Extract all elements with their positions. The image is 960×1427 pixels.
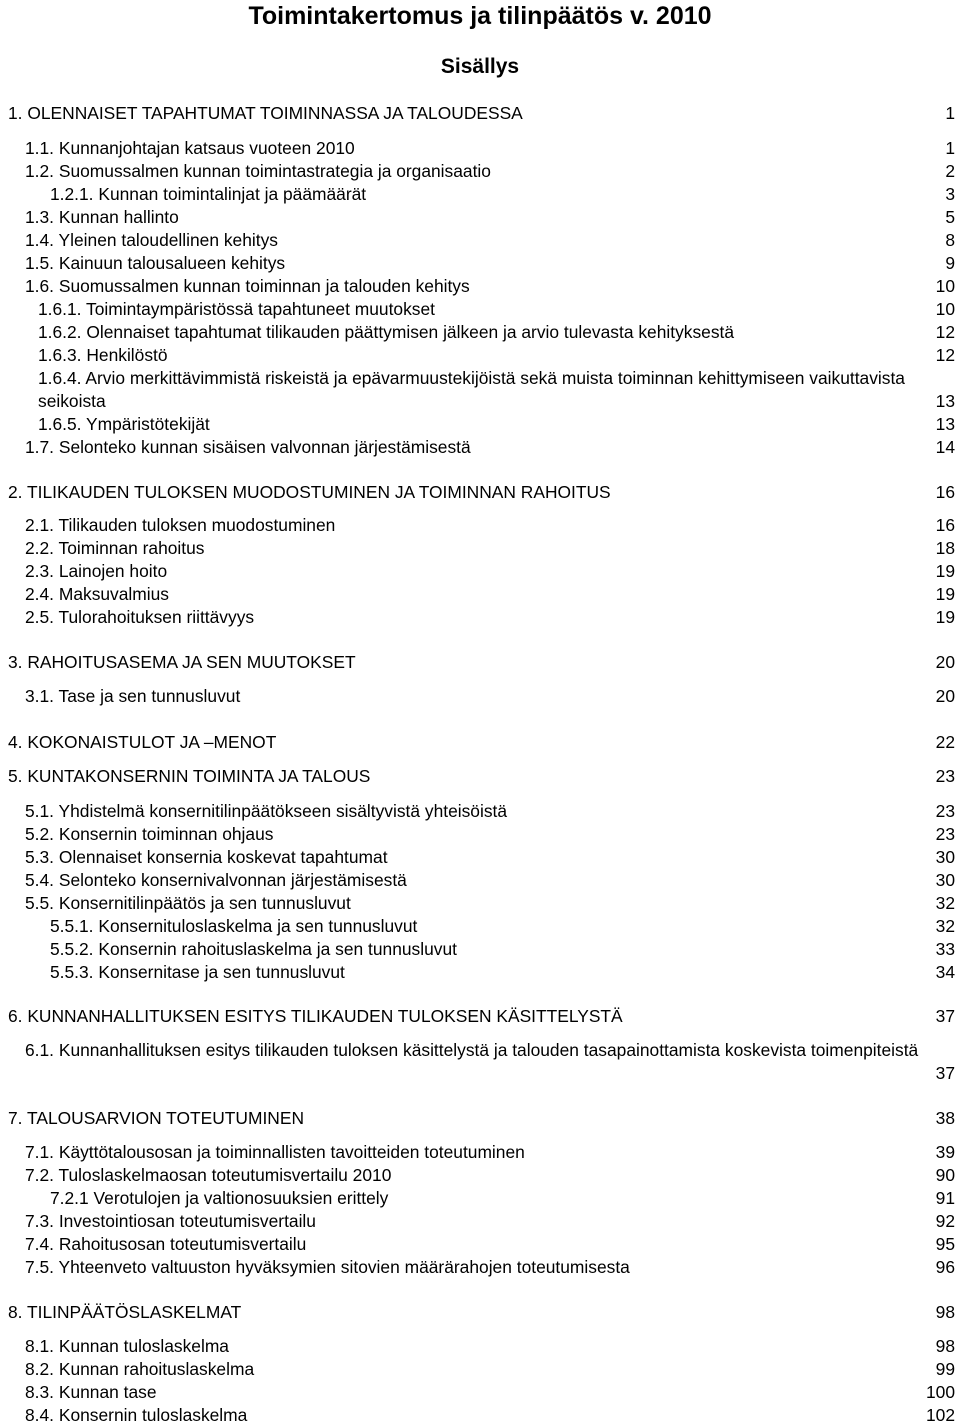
toc-entry-page-number: 37 [935, 1063, 955, 1083]
toc-entry-title: 1.2. Suomussalmen kunnan toimintastrategia ja organisaatio [25, 161, 491, 181]
toc-entry-page-number: 33 [935, 939, 955, 959]
toc-entry-page-number: 19 [935, 561, 955, 581]
toc-entry[interactable] [0, 1381, 960, 1404]
toc-entry-title: 7.2. Tuloslaskelmaosan toteutumisvertailu 2010 [25, 1165, 392, 1185]
toc-entry-page-number: 91 [935, 1188, 955, 1208]
toc-entry[interactable] [0, 275, 960, 298]
toc-entry-page-number: 13 [935, 391, 955, 411]
toc-entry[interactable] [0, 1039, 960, 1085]
toc-entry[interactable] [0, 583, 960, 606]
toc-entry-page-number: 95 [935, 1234, 955, 1254]
toc-entry[interactable] [0, 102, 960, 125]
toc-entry[interactable] [0, 1301, 960, 1324]
toc-entry-title: 5.4. Selonteko konsernivalvonnan järjestämisestä [25, 870, 407, 890]
toc-entry[interactable] [0, 1141, 960, 1164]
toc-entry-page-number: 20 [935, 652, 955, 672]
toc-entry-page-number: 10 [935, 299, 955, 319]
toc-entry-title: 1.6. Suomussalmen kunnan toiminnan ja talouden kehitys [25, 276, 470, 296]
toc-entry[interactable] [0, 1256, 960, 1279]
toc-entry-title: 1.7. Selonteko kunnan sisäisen valvonnan järjestämisestä [25, 437, 471, 457]
toc-entry-page-number: 102 [925, 1405, 955, 1425]
toc-entry-page-number: 16 [935, 482, 955, 502]
toc-entry-page-number: 98 [935, 1302, 955, 1322]
toc-entry-page-number: 12 [935, 322, 955, 342]
toc-entry[interactable] [0, 765, 960, 788]
toc-entry-title: 2.5. Tulorahoituksen riittävyys [25, 607, 255, 627]
toc-entry[interactable] [0, 137, 960, 160]
toc-entry[interactable] [0, 1210, 960, 1233]
toc-entry[interactable] [0, 344, 960, 367]
toc-entry-page-number: 30 [935, 847, 955, 867]
toc-entry-title: 2.1. Tilikauden tuloksen muodostuminen [25, 515, 336, 535]
toc-entry-title: 2. TILIKAUDEN TULOKSEN MUODOSTUMINEN JA TOIMINNAN RAHOITUS [8, 482, 611, 502]
toc-entry-page-number: 12 [935, 345, 955, 365]
toc-entry[interactable] [0, 1187, 960, 1210]
toc-entry-title: 8.3. Kunnan tase [25, 1382, 157, 1402]
toc-entry-title: 4. KOKONAISTULOT JA –MENOT [8, 732, 277, 752]
toc-entry[interactable] [0, 206, 960, 229]
toc-entry[interactable] [0, 869, 960, 892]
toc-entry[interactable] [0, 1335, 960, 1358]
toc-entry-title: 7.4. Rahoitusosan toteutumisvertailu [25, 1234, 307, 1254]
toc-entry[interactable] [0, 321, 960, 344]
toc-entry-title: 1.5. Kainuun talousalueen kehitys [25, 253, 286, 273]
toc-entry-title: 1.3. Kunnan hallinto [25, 207, 179, 227]
toc-entry-page-number: 92 [935, 1211, 955, 1231]
toc-entry-page-number: 38 [935, 1108, 955, 1128]
toc-entry[interactable] [0, 892, 960, 915]
toc-entry-title: 2.2. Toiminnan rahoitus [25, 538, 205, 558]
toc-entry[interactable] [0, 413, 960, 436]
toc-entry[interactable] [0, 1005, 960, 1028]
toc-entry-title: 2.4. Maksuvalmius [25, 584, 170, 604]
toc-entry-page-number: 96 [935, 1257, 955, 1277]
toc-entry[interactable] [0, 823, 960, 846]
toc-entry[interactable] [0, 1233, 960, 1256]
toc-entry-page-number: 13 [935, 414, 955, 434]
toc-entry[interactable] [0, 183, 960, 206]
toc-entry-page-number: 16 [935, 515, 955, 535]
toc-entry-page-number: 1 [945, 138, 955, 158]
toc-entry[interactable] [0, 938, 960, 961]
toc-entry-title: 5.1. Yhdistelmä konsernitilinpäätökseen sisältyvistä yhteisöistä [25, 801, 508, 821]
toc-entry-title: 8.4. Konsernin tuloslaskelma [25, 1405, 248, 1425]
toc-entry-title: 5.2. Konsernin toiminnan ohjaus [25, 824, 274, 844]
toc-entry-title: 5.5.3. Konsernitase ja sen tunnusluvut [50, 962, 345, 982]
toc-entry-title: 5.5.2. Konsernin rahoituslaskelma ja sen tunnusluvut [50, 939, 457, 959]
toc-entry-page-number: 19 [935, 584, 955, 604]
toc-entry-title: 5.3. Olennaiset konsernia koskevat tapahtumat [25, 847, 388, 867]
toc-entry-title: 1.6.5. Ympäristötekijät [38, 414, 210, 434]
toc-entry-page-number: 39 [935, 1142, 955, 1162]
toc-entry-page-number: 32 [935, 893, 955, 913]
toc-entry[interactable] [0, 229, 960, 252]
toc-entry-page-number: 9 [945, 253, 955, 273]
toc-entry-title: 7.5. Yhteenveto valtuuston hyväksymien sitovien määrärahojen toteutumisesta [25, 1257, 630, 1277]
toc-entry-title: 1.4. Yleinen taloudellinen kehitys [25, 230, 278, 250]
toc-entry[interactable] [0, 514, 960, 537]
toc-entry-title: 8. TILINPÄÄTÖSLASKELMAT [8, 1302, 242, 1322]
toc-entry-page-number: 99 [935, 1359, 955, 1379]
toc-entry[interactable] [0, 731, 960, 754]
toc-entry-title: 1.6.2. Olennaiset tapahtumat tilikauden päättymisen jälkeen ja arvio tulevasta kehityksestä [38, 322, 735, 342]
toc-entry[interactable] [0, 298, 960, 321]
toc-entry-page-number: 34 [935, 962, 955, 982]
toc-entry-title: 5.5.1. Konsernituloslaskelma ja sen tunnusluvut [50, 916, 418, 936]
toc-entry-title: 1.6.4. Arvio merkittävimmistä riskeistä ja epävarmuustekijöistä sekä muista toiminnan kehittymiseen vaikuttavista seikoista [38, 368, 905, 411]
toc-entry[interactable] [0, 160, 960, 183]
toc-entry[interactable] [0, 1358, 960, 1381]
toc-entry[interactable] [0, 537, 960, 560]
toc-entry-title: 6. KUNNANHALLITUKSEN ESITYS TILIKAUDEN TULOKSEN KÄSITTELYSTÄ [8, 1006, 623, 1026]
toc-entry[interactable] [0, 1107, 960, 1130]
toc-entry-page-number: 30 [935, 870, 955, 890]
document-title: Toimintakertomus ja tilinpäätös v. 2010 [248, 2, 712, 30]
toc-entry-page-number: 32 [935, 916, 955, 936]
toc-entry[interactable] [0, 1164, 960, 1187]
toc-entry[interactable] [0, 961, 960, 984]
toc-entry-title: 7.2.1 Verotulojen ja valtionosuuksien erittely [50, 1188, 389, 1208]
toc-entry-page-number: 8 [945, 230, 955, 250]
toc-entry-page-number: 18 [935, 538, 955, 558]
toc-entry-title: 7.3. Investointiosan toteutumisvertailu [25, 1211, 316, 1231]
toc-entry-page-number: 2 [945, 161, 955, 181]
toc-entry[interactable] [0, 606, 960, 629]
toc-entry[interactable] [0, 367, 960, 413]
toc-entry[interactable] [0, 685, 960, 708]
toc-entry[interactable] [0, 800, 960, 823]
toc-entry-page-number: 23 [935, 766, 955, 786]
toc-entry-page-number: 37 [935, 1006, 955, 1026]
toc-entry-page-number: 14 [935, 437, 955, 457]
toc-entry[interactable] [0, 915, 960, 938]
toc-entry-page-number: 22 [935, 732, 955, 752]
toc-entry-page-number: 5 [945, 207, 955, 227]
toc-entry[interactable] [0, 651, 960, 674]
toc-entry-page-number: 100 [925, 1382, 955, 1402]
toc-entry-title: 5.5. Konsernitilinpäätös ja sen tunnusluvut [25, 893, 351, 913]
toc-heading: Sisällys [440, 55, 520, 78]
toc-entry-page-number: 1 [945, 103, 955, 123]
toc-entry-title: 3.1. Tase ja sen tunnusluvut [25, 686, 241, 706]
toc-entry-title: 1.2.1. Kunnan toimintalinjat ja päämäärät [50, 184, 367, 204]
toc-entry-page-number: 20 [935, 686, 955, 706]
toc-entry-title: 1.1. Kunnanjohtajan katsaus vuoteen 2010 [25, 138, 355, 158]
toc-entry-title: 8.1. Kunnan tuloslaskelma [25, 1336, 229, 1356]
toc-entry-title: 1. OLENNAISET TAPAHTUMAT TOIMINNASSA JA TALOUDESSA [8, 103, 523, 123]
toc-entry[interactable] [0, 1404, 960, 1427]
toc-entry-page-number: 98 [935, 1336, 955, 1356]
toc-entry-title: 7.1. Käyttötalousosan ja toiminnallisten tavoitteiden toteutuminen [25, 1142, 525, 1162]
toc-entry[interactable] [0, 481, 960, 504]
toc-entry-title: 1.6.1. Toimintaympäristössä tapahtuneet muutokset [38, 299, 435, 319]
toc-entry[interactable] [0, 252, 960, 275]
toc-entry-title: 3. RAHOITUSASEMA JA SEN MUUTOKSET [8, 652, 356, 672]
toc-entry-title: 8.2. Kunnan rahoituslaskelma [25, 1359, 255, 1379]
toc-entry-page-number: 19 [935, 607, 955, 627]
toc-entry-title: 2.3. Lainojen hoito [25, 561, 168, 581]
toc-entry[interactable] [0, 846, 960, 869]
toc-entry-title: 6.1. Kunnanhallituksen esitys tilikauden tuloksen käsittelystä ja talouden tasapainottamista koskevista toimenpiteistä [25, 1040, 919, 1060]
toc-entry[interactable] [0, 560, 960, 583]
toc-entry-page-number: 23 [935, 801, 955, 821]
toc-entry[interactable] [0, 436, 960, 459]
toc-entry-title: 5. KUNTAKONSERNIN TOIMINTA JA TALOUS [8, 766, 371, 786]
toc-entry-page-number: 90 [935, 1165, 955, 1185]
toc-entry-page-number: 10 [935, 276, 955, 296]
toc-entry-title: 7. TALOUSARVION TOTEUTUMINEN [8, 1108, 305, 1128]
toc-entry-page-number: 23 [935, 824, 955, 844]
toc-entry-page-number: 3 [945, 184, 955, 204]
toc-entry-title: 1.6.3. Henkilöstö [38, 345, 168, 365]
